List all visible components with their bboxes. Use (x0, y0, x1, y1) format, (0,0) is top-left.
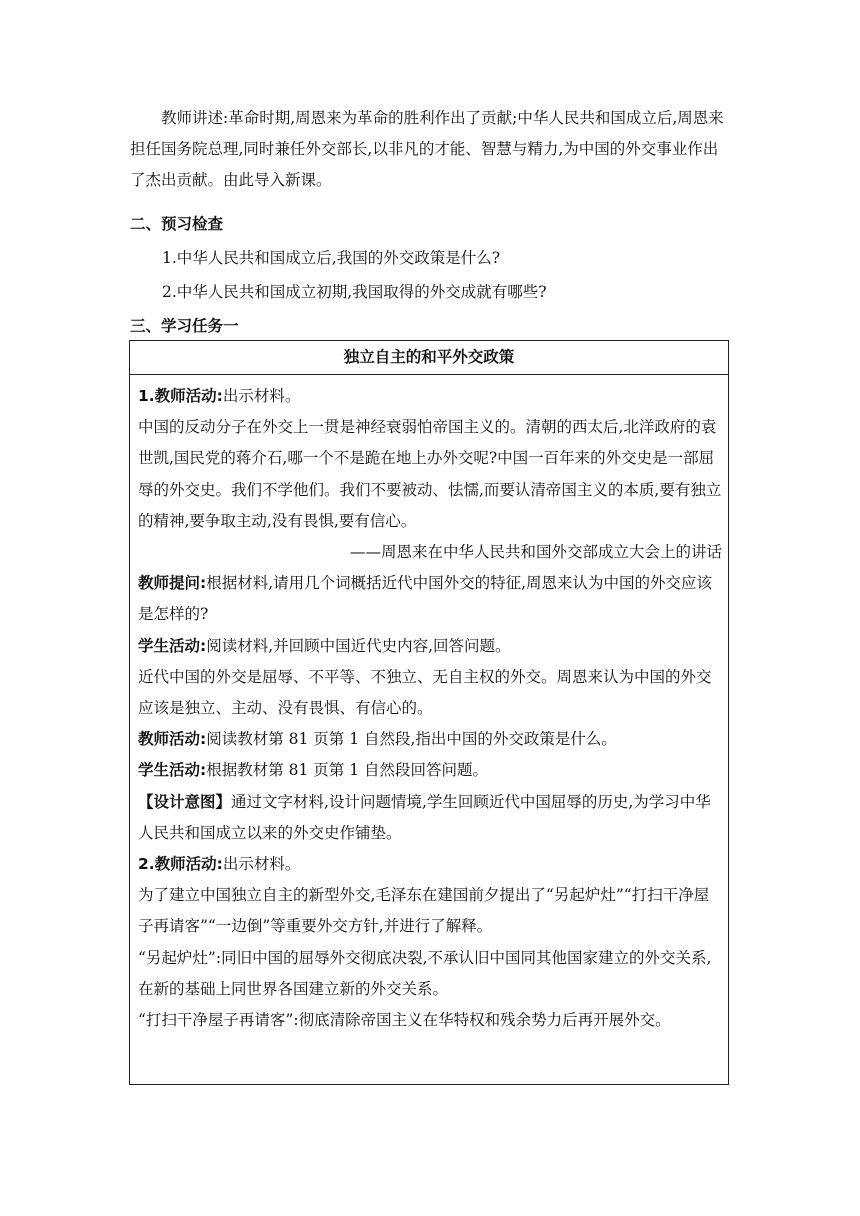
design-intent (138, 787, 722, 849)
student-activity-2-text: 根据教材第 81 页第 1 自然段回答问题。 (206, 761, 488, 780)
student-activity-1-label: 学生活动: (138, 636, 207, 655)
material-1: 中国的反动分子在外交上一贯是神经衰弱怕帝国主义的。清朝的西太后,北洋政府的袁世凯,国民党的蒋介石,哪一个不是跪在地上办外交呢?中国一百年来的外交史是一部屈辱的外交史。我们不学他们。我们不要被动、怯懦,而要认清帝国主义的本质,要有独立的精神,要争取主动,没有畏惧,要有信心。 (138, 418, 722, 530)
student-activity-1-text: 阅读材料,并回顾中国近代史内容,回答问题。 (206, 636, 511, 655)
student-activity-1 (138, 631, 722, 662)
material-3: “另起炉灶”:同旧中国的屈辱外交彻底决裂,不承认旧中国同其他国家建立的外交关系,在新的基础上同世界各国建立新的外交关系。 (138, 948, 712, 998)
teacher-question-label: 教师提问: (138, 574, 207, 593)
teacher-activity-1-text: 出示材料。 (222, 387, 301, 405)
material-4: “打扫干净屋子再请客”:彻底清除帝国主义在华特权和残余势力后再开展外交。 (138, 1011, 671, 1030)
teacher-activity-reading-text: 阅读教材第 81 页第 1 自然段,指出中国的外交政策是什么。 (206, 730, 617, 749)
design-intent-label: 【设计意图】 (138, 792, 232, 811)
teacher-activity-2-label: 2.教师活动: (138, 855, 223, 874)
answer-1: 近代中国的外交是屈辱、不平等、不独立、无自主权的外交。周恩来认为中国的外交应该是独立、主动、没有畏惧、有信心的。 (138, 667, 712, 718)
student-activity-2 (138, 755, 722, 786)
teacher-question-text: 根据材料,请用几个词概括近代中国外交的特征,周恩来认为中国的外交应该是怎样的? (138, 574, 713, 624)
teacher-activity-1 (138, 381, 722, 412)
teacher-activity-1-label: 1.教师活动: (138, 387, 223, 405)
learning-task-table (129, 340, 729, 1085)
material-1-source: ——周恩来在中华人民共和国外交部成立大会上的讲话 (349, 543, 722, 562)
table-title: 独立自主的和平外交政策 (130, 341, 728, 375)
intro-paragraph: 教师讲述:革命时期,周恩来为革命的胜利作出了贡献;中华人民共和国成立后,周恩来担任国务院总理,同时兼任外交部长,以非凡的才能、智慧与精力,为中国的外交事业作出了杰出贡献。由此导入新课。 (130, 109, 724, 189)
teacher-activity-2-text: 出示材料。 (222, 855, 301, 874)
teacher-activity-2 (138, 849, 722, 880)
design-intent-text: 通过文字材料,设计问题情境,学生回顾近代中国屈辱的历史,为学习中华人民共和国成立以来的外交史作铺垫。 (138, 792, 711, 842)
preview-question-2: 2.中华人民共和国成立初期,我国取得的外交成就有哪些? (162, 283, 547, 301)
teacher-activity-reading-label: 教师活动: (138, 730, 207, 749)
preview-question-1: 1.中华人民共和国成立后,我国的外交政策是什么? (162, 249, 501, 267)
teacher-question (138, 568, 722, 630)
material-2: 为了建立中国独立自主的新型外交,毛泽东在建国前夕提出了“另起炉灶”“打扫干净屋子再请客”“一边倒”等重要外交方针,并进行了解释。 (138, 886, 710, 936)
teacher-activity-reading (138, 724, 722, 755)
table-body (130, 375, 728, 1036)
section-heading-preview-check: 二、预习检查 (130, 215, 224, 233)
section-heading-learning-task-1: 三、学习任务一 (130, 317, 239, 335)
student-activity-2-label: 学生活动: (138, 761, 207, 780)
